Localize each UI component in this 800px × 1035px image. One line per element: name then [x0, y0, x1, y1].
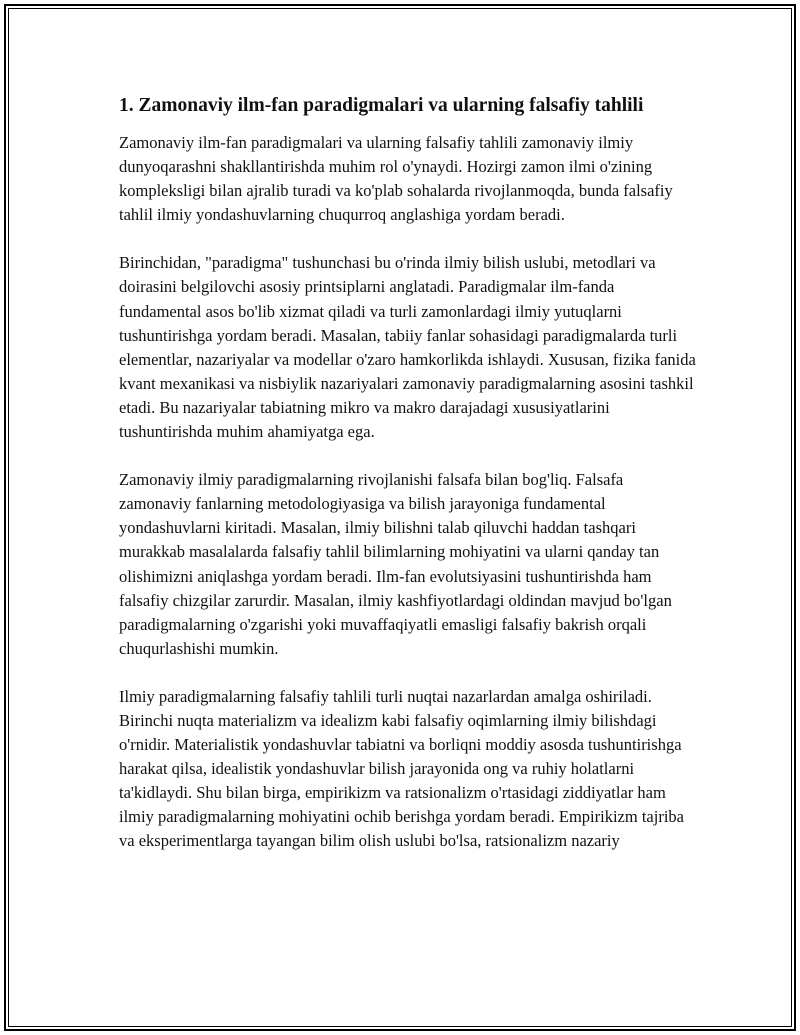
document-page: [4, 4, 796, 1031]
paragraph-3: Zamonaviy ilmiy paradigmalarning rivojlanishi falsafa bilan bog'liq. Falsafa zamonaviy fanlarning metodologiyasiga va bilish jarayoniga fundamental yondashuvlarni kiritadi. Masalan, ilmiy bilishni talab qiluvchi haddan tashqari murakkab masalalarda falsafiy tahlil bilimlarning mohiyatini va ularni qanday tan olishimizni aniqlashga yordam beradi. Ilm-fan evolutsiyasini tushuntirishda ham falsafiy chizgilar zarurdir. Masalan, ilmiy kashfiyotlardagi oldindan mavjud bo'lgan paradigmalarning o'zgarishi yoki muvaffaqiyatli emasligi falsafiy bakrish orqali chuqurlashishi mumkin.: [119, 470, 672, 658]
paragraph-2: Birinchidan, "paradigma" tushunchasi bu o'rinda ilmiy bilish uslubi, metodlari va doirasini belgilovchi asosiy printsiplarni anglatadi. Paradigmalar ilm-fanda fundamental asos bo'lib xizmat qiladi va turli zamonlardagi ilmiy yutuqlarni tushuntirishga yordam beradi. Masalan, tabiiy fanlar sohasidagi paradigmalarda turli elementlar, nazariyalar va modellar o'zaro hamkorlikda ishlaydi. Xususan, fizika fanida kvant mexanikasi va nisbiylik nazariyalari zamonaviy paradigmalarning asosini tashkil etadi. Bu nazariyalar tabiatning mikro va makro darajadagi xususiyatlarini tushuntirishda muhim ahamiyatga ega.: [119, 253, 696, 442]
section-heading: 1. Zamonaviy ilm-fan paradigmalari va ularning falsafiy tahlili: [119, 95, 644, 116]
paragraph-1: Zamonaviy ilm-fan paradigmalari va ularning falsafiy tahlili zamonaviy ilmiy dunyoqarashni shakllantirishda muhim rol o'ynaydi. Hozirgi zamon ilmi o'zining kompleksligi bilan ajralib turadi va ko'plab sohalarda rivojlanmoqda, bunda falsafiy tahlil ilmiy yondashuvlarning chuqurroq anglashiga yordam beradi.: [119, 133, 673, 225]
paragraph-4: Ilmiy paradigmalarning falsafiy tahlili turli nuqtai nazarlardan amalga oshiriladi. Birinchi nuqta materializm va idealizm kabi falsafiy oqimlarning ilmiy bilishdagi o'rnidir. Materialistik yondashuvlar tabiatni va borliqni moddiy asosda tushuntirishga harakat qilsa, idealistik yondashuvlar bilish jarayonida ong va ruhiy holatlarni ta'kidlaydi. Shu bilan birga, empirikizm va ratsionalizm o'rtasidagi ziddiyatlar ham ilmiy paradigmalarning mohiyatini ochib berishga yordam beradi. Empirikizm tajriba va eksperimentlarga tayangan bilim olish uslubi bo'lsa, ratsionalizm nazariy: [119, 686, 684, 851]
document-body: [119, 93, 699, 878]
